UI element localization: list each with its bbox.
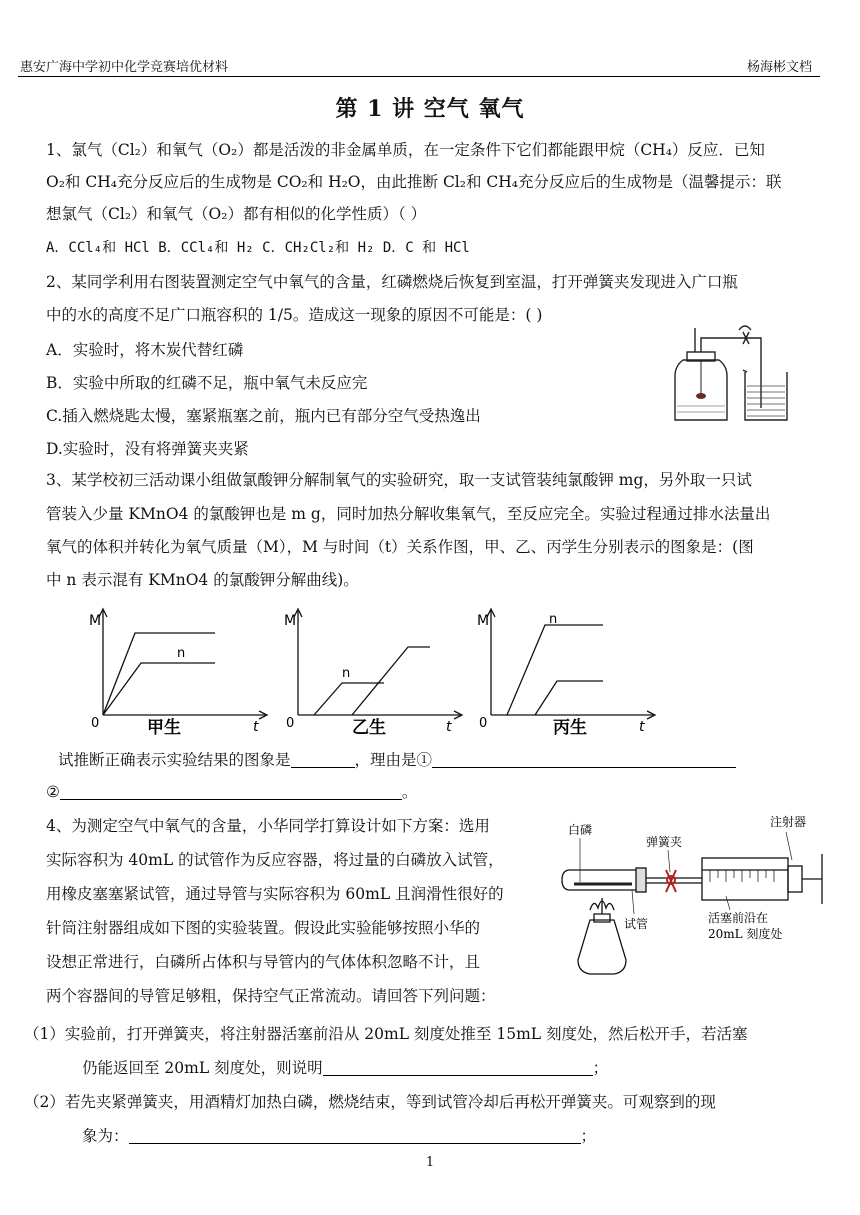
q3-answer-end: 。 bbox=[401, 783, 418, 801]
label-spring-clamp: 弹簧夹 bbox=[646, 835, 683, 849]
q2-line1: 2、某同学利用右图装置测定空气中氧气的含量，红磷燃烧后恢复到室温，打开弹簧夹发现进入广口瓶 bbox=[46, 273, 738, 291]
q1-line2: O₂和 CH₄充分反应后的生成物是 CO₂和 H₂O，由此推断 Cl₂和 CH₄充分反应后的生成物是（温馨提示：联 bbox=[46, 173, 782, 191]
q4-part2-prompt: 象为： bbox=[82, 1127, 129, 1145]
graph-bing-x-label: t bbox=[639, 719, 645, 735]
graph-jia-x-label: t bbox=[253, 719, 259, 735]
q4-part1-end: ； bbox=[592, 1059, 609, 1077]
q3-line2: 管装入少量 KMnO4 的氯酸钾也是 m g，同时加热分解收集氧气，至反应完全。实验过程通过排水法量出 bbox=[46, 505, 771, 523]
q2-option-c: C.插入燃烧匙太慢，塞紧瓶塞之前，瓶内已有部分空气受热逸出 bbox=[46, 407, 481, 425]
q2-option-b: B．实验中所取的红磷不足，瓶中氧气未反应完 bbox=[46, 374, 368, 392]
header-left: 惠安广海中学初中化学竞赛培优材料 bbox=[20, 60, 229, 75]
q1-options: A．CCl₄和 HCl B．CCl₄和 H₂ C．CH₂Cl₂和 H₂ D．C 和 HCl bbox=[46, 240, 470, 256]
graph-yi-caption: 乙生 bbox=[352, 718, 386, 738]
q4-part1-line1: （1）实验前，打开弹簧夹，将注射器活塞前沿从 20mL 刻度处推至 15mL 刻度处，然后松开手，若活塞 bbox=[24, 1025, 748, 1043]
q4-part2-blank[interactable] bbox=[129, 1128, 581, 1144]
q4-part2-line1: （2）若先夹紧弹簧夹，用酒精灯加热白磷，燃烧结束，等到试管冷却后再松开弹簧夹。可观察到的现 bbox=[24, 1093, 716, 1111]
q4-part1-blank[interactable] bbox=[323, 1060, 593, 1076]
q1-line3: 想氯气（Cl₂）和氧气（O₂）都有相似的化学性质）（ ） bbox=[46, 205, 427, 223]
graph-bing-n-label: n bbox=[549, 612, 558, 627]
label-test-tube: 试管 bbox=[624, 917, 649, 931]
graph-jia-y-label: M bbox=[89, 613, 102, 629]
q3-answer-blank-reason2[interactable] bbox=[60, 784, 402, 800]
q3-reason2-marker: ② bbox=[46, 783, 60, 801]
graph-yi-y-label: M bbox=[284, 613, 297, 629]
graph-yi bbox=[280, 603, 470, 738]
spring-clamp-icon bbox=[666, 870, 676, 892]
q1-line1: 1、氯气（Cl₂）和氧气（O₂）都是活泼的非金属单质，在一定条件下它们都能跟甲烷（CH₄）反应．已知 bbox=[46, 141, 765, 159]
graph-jia bbox=[85, 603, 275, 738]
page-number: 1 bbox=[425, 1155, 435, 1170]
label-plunger-line2: 20mL 刻度处 bbox=[708, 927, 783, 941]
page-title: 第 1 讲 空气 氧气 bbox=[335, 96, 525, 122]
graph-yi-origin: 0 bbox=[286, 716, 295, 731]
label-white-phosphorus: 白磷 bbox=[568, 823, 593, 837]
q2-apparatus-figure bbox=[665, 308, 805, 428]
header-divider bbox=[18, 76, 820, 77]
graph-jia-curve-pure bbox=[103, 633, 215, 715]
graph-yi-x-label: t bbox=[446, 719, 452, 735]
q3-answer-blank-graph[interactable] bbox=[291, 752, 355, 768]
q3-answer-line1 bbox=[58, 748, 736, 770]
graph-yi-n-label: n bbox=[342, 666, 351, 681]
graph-bing-y-label: M bbox=[477, 613, 490, 629]
graph-bing-origin: 0 bbox=[479, 716, 488, 731]
q3-answer-line2 bbox=[46, 780, 417, 802]
q4-line2: 实际容积为 40mL 的试管作为反应容器，将过量的白磷放入试管， bbox=[46, 851, 504, 869]
q3-line4: 中 n 表示混有 KMnO4 的氯酸钾分解曲线)。 bbox=[46, 571, 359, 589]
q4-part2-end: ； bbox=[580, 1127, 597, 1145]
q4-line4: 针筒注射器组成如下图的实验装置。假设此实验能够按照小华的 bbox=[46, 919, 481, 937]
q4-apparatus-figure bbox=[550, 810, 835, 990]
q2-line2: 中的水的高度不足广口瓶容积的 1/5。造成这一现象的原因不可能是：( ) bbox=[46, 306, 543, 324]
q3-reason-prompt: ，理由是① bbox=[354, 751, 433, 769]
graph-bing bbox=[473, 603, 663, 738]
q4-part1-line2 bbox=[82, 1056, 608, 1078]
q3-answer-blank-reason1[interactable] bbox=[432, 752, 736, 768]
graph-jia-origin: 0 bbox=[91, 716, 100, 731]
q4-line5: 设想正常进行，白磷所占体积与导管内的气体体积忽略不计，且 bbox=[46, 953, 481, 971]
q4-line1: 4、为测定空气中氧气的含量，小华同学打算设计如下方案：选用 bbox=[46, 817, 490, 835]
label-plunger-line1: 活塞前沿在 bbox=[708, 911, 769, 925]
q2-option-d: D.实验时，没有将弹簧夹夹紧 bbox=[46, 440, 249, 458]
q2-option-a: A．实验时，将木炭代替红磷 bbox=[46, 341, 244, 359]
q3-answer-prompt: 试推断正确表示实验结果的图象是 bbox=[58, 751, 291, 769]
q4-part1-prompt: 仍能返回至 20mL 刻度处，则说明 bbox=[82, 1059, 323, 1077]
label-syringe: 注射器 bbox=[770, 815, 807, 829]
graph-bing-caption: 丙生 bbox=[553, 718, 587, 738]
q4-line3: 用橡皮塞塞紧试管，通过导管与实际容积为 60mL 且润滑性很好的 bbox=[46, 885, 504, 903]
graph-jia-caption: 甲生 bbox=[147, 718, 181, 738]
q3-line3: 氧气的体积并转化为氧气质量（M），M 与时间（t）关系作图，甲、乙、丙学生分别表示的图象是：(图 bbox=[46, 538, 754, 556]
graph-jia-n-label: n bbox=[177, 646, 186, 661]
q3-line1: 3、某学校初三活动课小组做氯酸钾分解制氧气的实验研究，取一支试管装纯氯酸钾 mg，另外取一只试 bbox=[46, 471, 752, 489]
q4-line6: 两个容器间的导管足够粗，保持空气正常流动。请回答下列问题： bbox=[46, 987, 496, 1005]
q4-part2-line2 bbox=[82, 1124, 596, 1146]
header-right: 杨海彬文档 bbox=[746, 60, 812, 75]
